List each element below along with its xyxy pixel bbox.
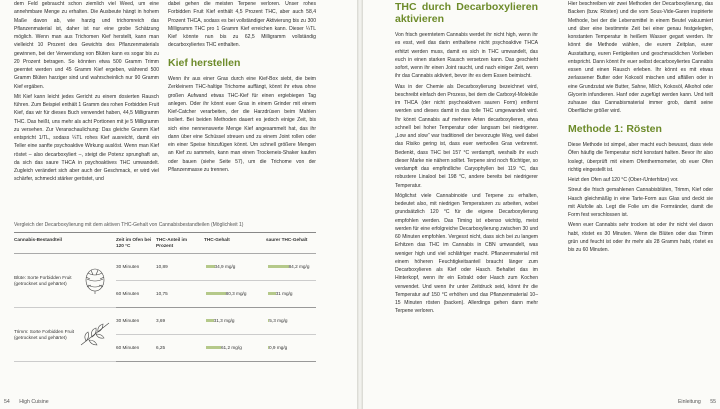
column-header: THC-Anteil im Prozent	[156, 235, 204, 254]
thc-value: 80,3 mg/g	[225, 291, 247, 296]
acid-cell	[266, 281, 316, 308]
time-cell: 30 Minuten	[116, 254, 156, 281]
acid-value: 5,3 mg/g	[269, 318, 288, 323]
table-header-row	[14, 235, 316, 254]
left-page	[0, 0, 357, 409]
column-header: THC-Gehalt	[204, 235, 266, 254]
acid-cell	[266, 335, 316, 362]
thc-bar	[206, 265, 215, 268]
paragraph: Wenn euer Cannabis sehr trocken ist oder ihr nicht viel davon habt, röstet es 30 Minuten. Wenn die Blüten oder das Trimm grün und feucht ist oder ihr mehr als 28 Gramm habt, röstet es bis zu 60 Minuten.	[568, 222, 713, 253]
percent-cell: 10,75	[156, 281, 204, 308]
page-number: 54	[4, 399, 10, 405]
component-label: Trimm: Sorte Forbidden Fruit (getrocknet und gehärtet)	[14, 308, 78, 362]
paragraph: Von frisch geerntetem Cannabis werdet ihr nicht high, wenn ihr es esst, weil das darin enthaltene nicht psychoaktive THCA erhitzt werden muss, damit es sich in THC umwandelt, das euch in einen starken Rausch versetzen kann. Das geschieht sofort, wenn ihr einen Joint raucht, und nach einiger Zeit, wenn ihr das Cannabis aktiviert, bevor ihr es dem Essen beimischt.	[395, 32, 538, 80]
paragraph: Diese Methode ist simpel, aber macht euch bewusst, dass viele Öfen häufig die Temperatur nicht konstant halten. Bevor ihr also loslegt, überprüft mit einem Ofenthermometer, ob euer Ofen richtig eingestellt ist.	[568, 142, 713, 173]
component-label: Blüte: Sorte Forbidden Fruit (getrocknet und gehärtet)	[14, 254, 78, 308]
paragraph: Heizt den Ofen auf 120 °C (Ober-/Unterhitze) vor.	[568, 177, 679, 183]
paragraph: Möglichst viele Cannabinoide und Terpene zu erhalten, bedeutet also, mit niedrigen Temperaturen zu arbeiten, wobei grundsätzlich 120 °C für die eigene Decarboxylierung empfohlen werden. Das Timing ist ebenso wichtig, meist werden für eine erfolgreiche Decarboxylierung zwischen 30 und 60 Minuten empfohlen. Vergesst nicht, dass sich bei zu langem Erhitzen das THC im Cannabis in CBN umwandelt, was weniger high und viel schläfriger macht. Pflanzenmaterial mit einem höheren Feuchtigkeitsanteil braucht länger zum Decarboxylieren als Kief oder Hasch. Behaltet das im Hinterkopf, wenn ihr ein Extrakt oder Hasch zum Kochen verwendet. Und wenn ihr unter Zeitdruck seid, könnt ihr die Temperatur auf 150 °C erhöhen und das Pflanzenmaterial 10–15 Minuten rösten (backen). Allerdings gehen dann mehr Terpene verloren.	[395, 192, 538, 315]
time-cell: 60 Minuten	[116, 281, 156, 308]
thc-bar	[206, 319, 214, 322]
thc-bar	[206, 346, 221, 349]
section-heading-roast: Methode 1: Rösten	[568, 122, 662, 135]
section-name: Einleitung	[677, 399, 701, 405]
section-heading-kief: Kief herstellen	[168, 56, 241, 69]
table-row	[14, 308, 316, 335]
thc-cell	[204, 281, 266, 308]
thc-cell	[204, 308, 266, 335]
acid-bar	[268, 265, 289, 268]
right-footer	[678, 399, 716, 405]
paragraph: Was in der Chemie als Decarboxylierung bezeichnet wird, beschreibt einfach den Prozess, bei dem die Carboxyl-Moleküle im THCA (der nicht psychoaktiven sauren Form) entfernt werden und dieses damit in das tolle THC umgewandelt wird. Ihr könnt Cannabis auf mehrere Arten decarboxylieren, etwa schnell bei hoher Temperatur oder langsam bei niedrigerer. „Low and slow“ war traditionell der bevorzugte Weg, weil dabei das Risiko gering ist, dass euer wertvolles Gras verbrennt. Bedenkt, dass THC bei 157 °C verdampft, weshalb ihr euch dieser Marke nie nähern solltet. Terpene sind noch flüchtiger, so verdampft das empfindliche Caryophyllen bei 119 °C, das robustere Linalool bei 198 °C, andere bereits bei niedrigerer Temperatur.	[395, 83, 538, 189]
percent-cell: 6,25	[156, 335, 204, 362]
column-header	[78, 235, 116, 254]
section-heading-decarb: THC durch Decarboxylieren aktivieren	[395, 1, 538, 25]
acid-value: 84,2 mg/g	[288, 264, 310, 269]
paragraph: dem Feld gebraucht schon ziemlich viel Weed, um eine annehmbare Menge zu erhalten. Die Ausbeute hängt in hohem Maße davon ab, wie harzig und trichomreich das Pflanzenmaterial ist, daher ist nur eine grobe Schätzung möglich. Wenn man aus Trichomen Kief herstellt, kann man vielleicht 10 Prozent des Gewichts des Pflanzenmaterials gewinnen, bei der Verwendung von Blüten kann es sogar bis zu 20 Prozent betragen. So könnten etwa 500 Gramm Trimm geerntet werden und 45 Gramm Kief ergeben, während 500 Gramm Blüten harziger sind und wahrscheinlich nur 90 Gramm Kief ergäben.	[14, 1, 159, 90]
table-row	[14, 254, 316, 281]
column-header: Zeit im Ofen bei 120 °C	[116, 235, 156, 254]
right-page-column-1	[395, 0, 538, 318]
column-header: saurer THC-Gehalt	[266, 235, 316, 254]
time-cell: 60 Minuten	[116, 335, 156, 362]
left-page-column-2	[168, 0, 316, 176]
acid-value: 31 mg/g	[275, 291, 293, 296]
thc-value: 34,9 mg/g	[214, 264, 236, 269]
paragraph: dabei gehen die meisten Terpene verloren. Unser rohes Forbidden Fruit Kief enthält 4,5 Prozent THC, aber auch 58,4 Prozent THCA, sodass es bei vollständiger Aktivierung bis zu 300 Milligramm THC pro 1 Gramm Kief erreichen kann. Dieser ¼TL Kief könnte nun bis zu 62,5 Milligramm vollständig decarboxyliertes THC enthalten.	[168, 1, 316, 49]
cannabis-leaf-sketch-icon	[78, 308, 116, 362]
cannabis-flower-sketch-icon	[78, 254, 116, 308]
paragraph: Wenn ihr aus einer Gras durch eine Kief-Box siebt, die beim Zerkleinern THC-haltige Trichome auffängt, könnt ihr etwa ohne großen Aufwand etwas THC-Kief für einen ergiebiegen Tag anlegen. Oder ihr könnt euer Gras in einem Grinder mit einem Kief-Catcher verarbeiten, der die Harzdrüsen beim Mahlen isoliert. Bei beiden Methoden dauert es jedoch einige Zeit, bis sich eine nennenswerte Menge Kief angesammelt hat, das ihr dann über eine Schüssel streuen und zu einem Joint rollen oder ein einer Speise hinzufügen könnt. Um schnell größere Mengen an Kief zu sammeln, kann man einen Trockeneis-Shaker kaufen oder bauen (siehe Seite 57), um die Trichome von der Pflanzenmasse zu trennen.	[168, 76, 316, 173]
thc-value: 61,2 mg/g	[220, 345, 242, 350]
page-number: 55	[710, 399, 716, 405]
column-header: Cannabis-Bestandteil	[14, 235, 78, 254]
time-cell: 30 Minuten	[116, 308, 156, 335]
book-title: High Cuisine	[19, 399, 49, 405]
right-page-column-2	[568, 0, 713, 256]
right-page	[363, 0, 720, 409]
paragraph: Hier beschreiben wir zwei Methoden der Decarboxylierung, das Backen (bzw. Rösten) und die vom Sous-Vide-Garen inspirierte Methode, bei der die Lebensmittel in einem Beutel vakuumiert und über eine bestimmte Zeit bei einer genau festgelegten, konstanten Temperatur in heißem Wasser gegart werden. Ihr könnt die Methode wählen, die eurem Zeitplan, eurer Ausstattung, euren Fertigkeiten und geschmacklichen Vorlieben entspricht. Dann könnt ihr euer selbst decarboxyliertes Cannabis essen und einen Rausch erleben. Ihr könnt es mit etwas zerlassener Butter oder Kokosöl mischen und affällen oder in eine Grundzutat wie Butter, Sahne, Milch, Kokosöl, Alkohol oder Glycerin infundieren. Hanf oder zugefügt werden kann. Und teilt zuhause das Cannabismaterial immer grob, damit seine Oberfläche größer wird.	[568, 1, 713, 115]
paragraph: Mit Kief kann leicht jedes Gericht zu einem dosierten Rausch führen. Zum Beispiel enthält 1 Gramm des rohen Forbidden Fruit Kief, das wir für dieses Buch verwendet haben, 44,5 Milligramm THC. Das heißt, uns mehr als acht Portionen mit je 5 Milligramm zu versehen. Zur Veranschaulichung: Das gleiche Gramm Kief entspricht 1/TL, sodass ¼TL rohes Kief ausreicht, damit ein Teller eine sanfte psychoaktive Wirkung auslöst. Wenn man Kief röstet – also decarboxyliert –, steigt die Potenz sprunghaft an, da sich das saure THCA in psychoaktives THC umwandelt. Zugleich verändert sich aber auch der Geschmack, er wird viel schärfer, schmeckt stärker geröstet, und	[14, 93, 159, 183]
acid-cell	[266, 254, 316, 281]
left-footer	[4, 399, 49, 405]
thc-cell	[204, 254, 266, 281]
acid-bar	[268, 292, 276, 295]
thc-bar	[206, 292, 226, 295]
table-caption: Vergleich der Decarboxylierung mit dem aktiven THC-Gehalt von Cannabisbestandteilen (Möglichkeit 1)	[14, 222, 316, 233]
thc-cell	[204, 335, 266, 362]
acid-value: 0,9 mg/g	[269, 345, 288, 350]
paragraph: Streut die frisch gemahlenen Cannabisblüten, Trimm, Kief oder Hasch gleichmäßig in eine Tarte-Form aus Glas und deckt sie mit Alufolie ab. Legt die Folie um die Formränder, damit die Form fest verschlossen ist.	[568, 187, 713, 218]
acid-cell	[266, 308, 316, 335]
percent-cell: 10,89	[156, 254, 204, 281]
table	[14, 235, 316, 362]
left-page-column-1	[14, 0, 159, 186]
thc-value: 31,3 mg/g	[213, 318, 235, 323]
percent-cell: 3,69	[156, 308, 204, 335]
decarb-comparison-table	[14, 222, 316, 362]
